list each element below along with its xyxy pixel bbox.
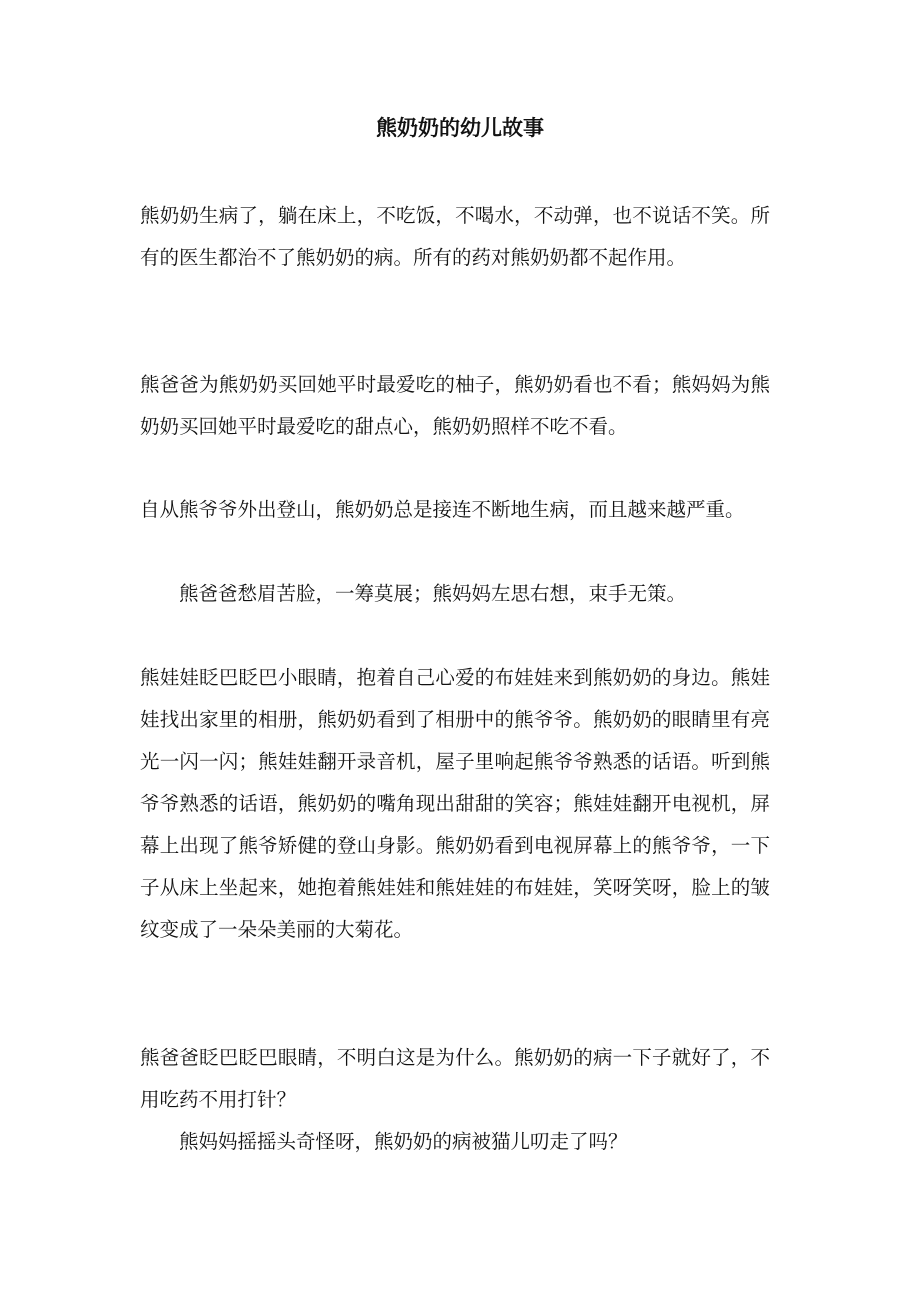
paragraph-4: 熊爸爸愁眉苦脸，一筹莫展；熊妈妈左思右想，束手无策。: [179, 582, 687, 605]
paragraph-5: 熊娃娃眨巴眨巴小眼睛，抱着自己心爱的布娃娃来到熊奶奶的身边。熊娃娃找出家里的相册，熊奶奶看到了相册中的熊爷爷。熊奶奶的眼睛里有亮光一闪一闪；熊娃娃翻开录音机，屋子里响起熊爷爷熟悉的话语。听到熊爷爷熟悉的话语，熊奶奶的嘴角现出甜甜的笑容；熊娃娃翻开电视机，屏幕上出现了熊爷矫健的登山身影。熊奶奶看到电视屏幕上的熊爷爷，一下子从床上坐起来，她抱着熊娃娃和熊娃娃的布娃娃，笑呀笑呀，脸上的皱纹变成了一朵朵美丽的大菊花。: [140, 666, 770, 941]
paragraph-3: 自从熊爷爷外出登山，熊奶奶总是接连不断地生病，而且越来越严重。: [140, 498, 745, 521]
document-title: 熊奶奶的幼儿故事: [376, 115, 544, 140]
paragraph-2: 熊爸爸为熊奶奶买回她平时最爱吃的柚子，熊奶奶看也不看；熊妈妈为熊奶奶买回她平时最爱吃的甜点心，熊奶奶照样不吃不看。: [140, 373, 770, 438]
paragraph-7: 熊妈妈摇摇头奇怪呀，熊奶奶的病被猫儿叨走了吗？: [179, 1130, 628, 1153]
paragraph-1: 熊奶奶生病了，躺在床上，不吃饭，不喝水，不动弹，也不说话不笑。所有的医生都治不了熊奶奶的病。所有的药对熊奶奶都不起作用。: [140, 204, 770, 269]
paragraph-6: 熊爸爸眨巴眨巴眼睛，不明白这是为什么。熊奶奶的病一下子就好了，不用吃药不用打针？: [140, 1046, 770, 1111]
